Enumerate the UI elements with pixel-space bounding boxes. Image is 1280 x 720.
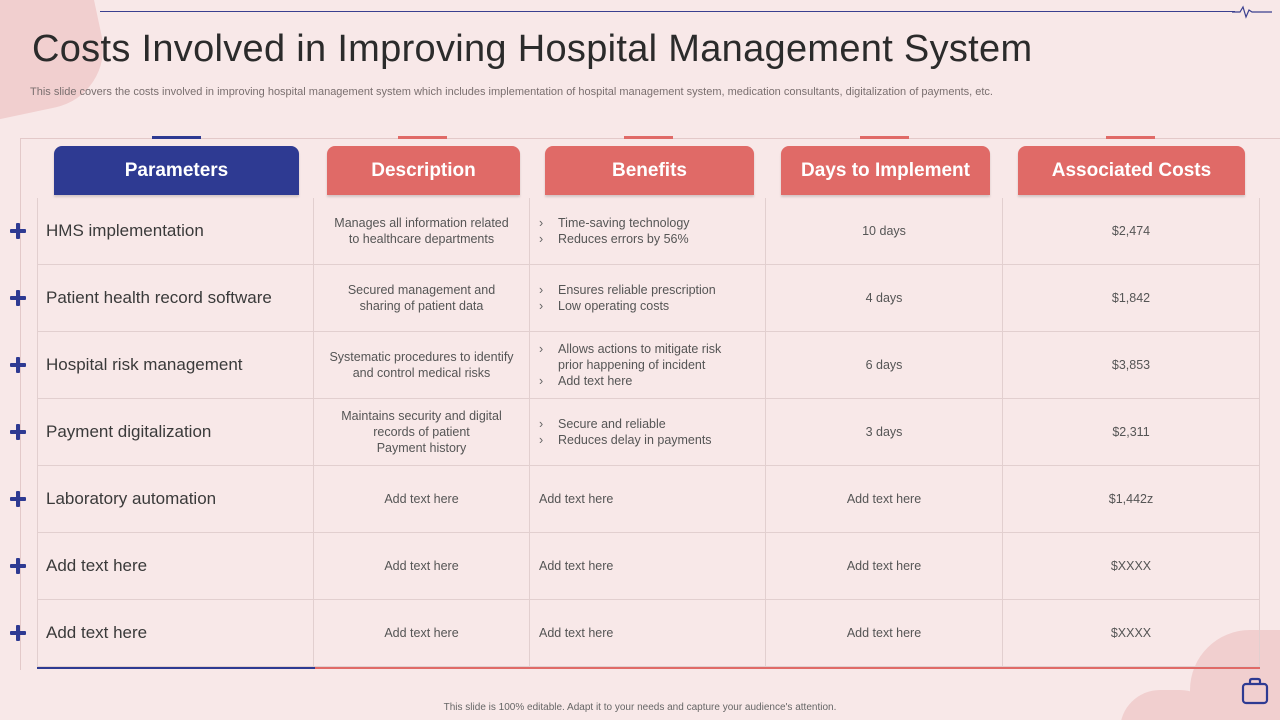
description-line: Maintains security and digital	[341, 409, 502, 423]
benefit-item: › Allows actions to mitigate risk prior happening of incident	[539, 341, 729, 373]
page-subtitle: This slide covers the costs involved in improving hospital management system which includes implementation of hospital management system, medication consultants, digitalization of payments, etc.	[30, 86, 993, 98]
cost-cell: $2,311	[1003, 399, 1260, 465]
costs-table	[37, 198, 1260, 667]
days-cell: 3 days	[766, 399, 1003, 465]
benefits-cell: Add text here	[530, 466, 766, 532]
benefit-item: › Ensures reliable prescription	[539, 282, 716, 298]
table-header-row	[0, 146, 1280, 196]
days-cell: 6 days	[766, 332, 1003, 398]
plus-icon	[10, 357, 26, 373]
benefit-item: › Add text here	[539, 373, 729, 389]
pulse-icon	[1232, 4, 1272, 20]
benefits-cell	[530, 399, 766, 465]
benefit-item: › Reduces errors by 56%	[539, 231, 690, 247]
table-row	[37, 399, 1260, 466]
header-description: Description	[327, 146, 520, 195]
benefits-cell: Add text here	[530, 600, 766, 666]
days-cell: Add text here	[766, 600, 1003, 666]
benefit-item: › Secure and reliable	[539, 416, 712, 432]
table-row	[37, 466, 1260, 533]
bottom-accent-line-blue	[37, 667, 315, 669]
description-line: Secured management and	[347, 283, 496, 297]
page-title: Costs Involved in Improving Hospital Management System	[32, 28, 1033, 70]
benefit-item: › Low operating costs	[539, 298, 716, 314]
bottom-accent-line-red	[315, 667, 1260, 669]
benefit-item: › Reduces delay in payments	[539, 432, 712, 448]
table-row	[37, 265, 1260, 332]
description-cell: Add text here	[314, 466, 530, 532]
description-cell	[314, 332, 530, 398]
parameter-cell: Add text here	[37, 600, 314, 666]
description-line: records of patient	[373, 425, 470, 439]
days-cell: 10 days	[766, 198, 1003, 264]
briefcase-icon[interactable]	[1240, 676, 1270, 706]
description-line: to healthcare departments	[348, 232, 495, 246]
days-cell: 4 days	[766, 265, 1003, 331]
description-line: and control medical risks	[352, 366, 491, 380]
description-cell	[314, 399, 530, 465]
table-row	[37, 533, 1260, 600]
description-cell: Add text here	[314, 600, 530, 666]
header-tab-accent	[624, 136, 673, 139]
parameter-cell: Add text here	[37, 533, 314, 599]
description-line: Payment history	[376, 441, 467, 455]
parameter-cell: HMS implementation	[37, 198, 314, 264]
cost-cell: $XXXX	[1003, 533, 1260, 599]
parameter-cell: Payment digitalization	[37, 399, 314, 465]
header-parameters: Parameters	[54, 146, 299, 195]
description-cell	[314, 198, 530, 264]
cost-cell: $1,442z	[1003, 466, 1260, 532]
benefits-cell: Add text here	[530, 533, 766, 599]
plus-icon	[10, 558, 26, 574]
cost-cell: $3,853	[1003, 332, 1260, 398]
benefits-cell	[530, 332, 766, 398]
description-cell	[314, 265, 530, 331]
days-cell: Add text here	[766, 466, 1003, 532]
header-tab-accent	[398, 136, 447, 139]
top-divider-line	[100, 11, 1235, 12]
header-days-to-implement: Days to Implement	[781, 146, 990, 195]
description-line: Systematic procedures to identify	[329, 350, 514, 364]
cost-cell: $XXXX	[1003, 600, 1260, 666]
header-tab-accent	[1106, 136, 1155, 139]
parameter-cell: Patient health record software	[37, 265, 314, 331]
cost-cell: $1,842	[1003, 265, 1260, 331]
plus-icon	[10, 491, 26, 507]
table-row	[37, 198, 1260, 265]
table-row	[37, 600, 1260, 667]
days-cell: Add text here	[766, 533, 1003, 599]
benefits-cell	[530, 265, 766, 331]
description-cell: Add text here	[314, 533, 530, 599]
cost-cell: $2,474	[1003, 198, 1260, 264]
description-line: Manages all information related	[334, 216, 509, 230]
table-row	[37, 332, 1260, 399]
description-line: sharing of patient data	[359, 299, 484, 313]
header-associated-costs: Associated Costs	[1018, 146, 1245, 195]
plus-icon	[10, 424, 26, 440]
benefits-cell	[530, 198, 766, 264]
footer-note: This slide is 100% editable. Adapt it to your needs and capture your audience's attention.	[443, 702, 837, 713]
header-tab-accent	[860, 136, 909, 139]
header-benefits: Benefits	[545, 146, 754, 195]
plus-icon	[10, 290, 26, 306]
plus-icon	[10, 625, 26, 641]
plus-icon	[10, 223, 26, 239]
benefit-item: › Time-saving technology	[539, 215, 690, 231]
header-tab-accent	[152, 136, 201, 139]
parameter-cell: Hospital risk management	[37, 332, 314, 398]
parameter-cell: Laboratory automation	[37, 466, 314, 532]
